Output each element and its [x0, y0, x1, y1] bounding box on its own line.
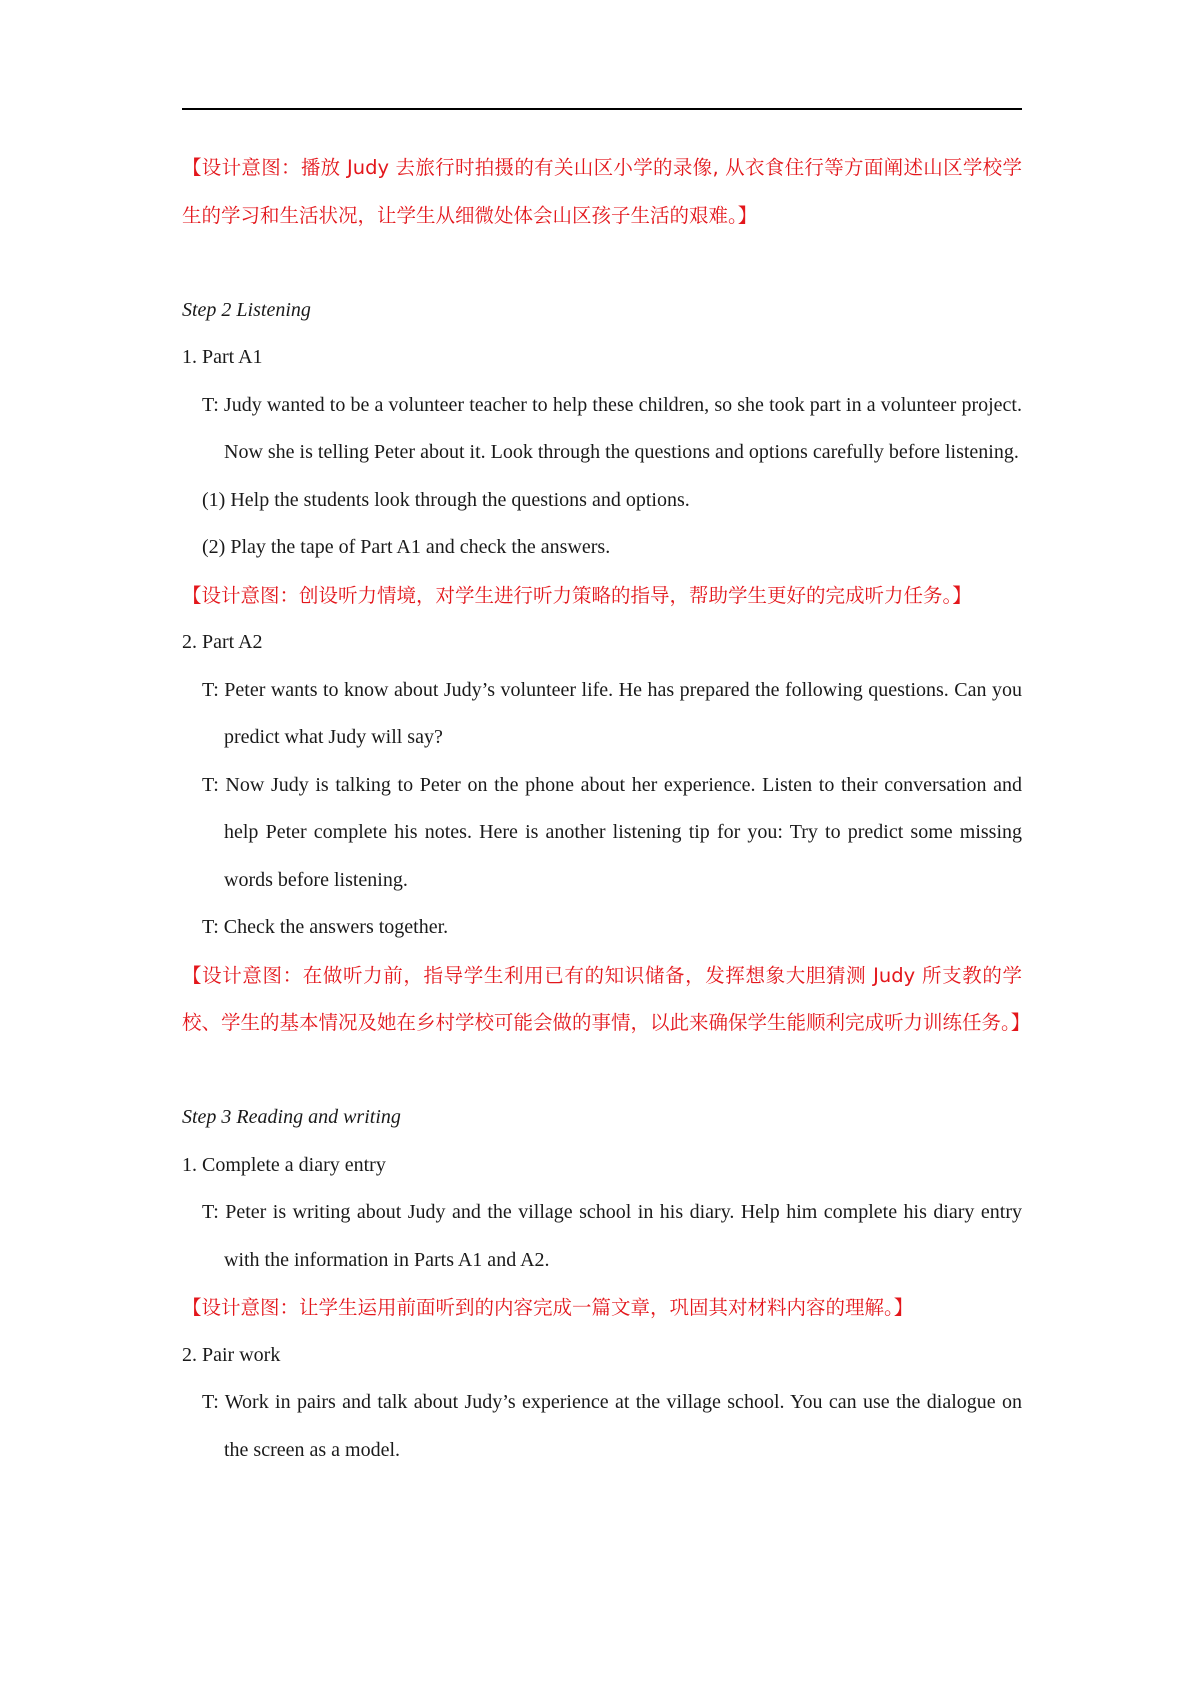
- design-intent-note: 【设计意图：创设听力情境，对学生进行听力策略的指导，帮助学生更好的完成听力任务。】: [182, 583, 972, 607]
- step-heading: Step 3 Reading and writing: [182, 1106, 401, 1128]
- teacher-instruction: T: Check the answers together.: [202, 916, 449, 938]
- header-rule: [182, 108, 1022, 110]
- procedure-item: (1) Help the students look through the questions and options.: [202, 488, 690, 511]
- design-intent-note: 【设计意图：播放 Judy 去旅行时拍摄的有关山区小学的录像, 从衣食住行等方面阐述山区学校学生的学习和生活状况，让学生从细微处体会山区孩子生活的艰难。】: [182, 156, 1022, 227]
- document-body: [182, 144, 1031, 1474]
- design-intent-note: 【设计意图：在做听力前，指导学生利用已有的知识储备，发挥想象大胆猜测 Judy 所支教的学校、学生的基本情况及她在乡村学校可能会做的事情，以此来确保学生能顺利完成听力训练任务。】: [182, 963, 1031, 1034]
- step-heading: Step 2 Listening: [182, 298, 311, 321]
- teacher-instruction: T: Peter is writing about Judy and the village school in his diary. Help him complete his diary entry with the information in Parts A1 and A2.: [202, 1201, 1022, 1271]
- teacher-instruction: T: Judy wanted to be a volunteer teacher to help these children, so she took part in a volunteer project. Now she is telling Peter about it. Look through the questions and options carefully before listening.: [202, 393, 1022, 463]
- part-heading: 1. Complete a diary entry: [182, 1153, 386, 1176]
- part-heading: 2. Pair work: [182, 1343, 281, 1366]
- teacher-instruction: T: Peter wants to know about Judy’s volunteer life. He has prepared the following questions. Can you predict what Judy will say?: [202, 678, 1022, 748]
- part-heading: 1. Part A1: [182, 346, 263, 368]
- design-intent-note: 【设计意图：让学生运用前面听到的内容完成一篇文章，巩固其对材料内容的理解。】: [182, 1296, 914, 1319]
- teacher-instruction: T: Now Judy is talking to Peter on the phone about her experience. Listen to their conversation and help Peter complete his notes. Here is another listening tip for you: Try to predict some missing words before listening.: [202, 773, 1022, 891]
- procedure-item: (2) Play the tape of Part A1 and check the answers.: [202, 536, 611, 558]
- blank-line: [182, 1047, 1022, 1095]
- part-heading: 2. Part A2: [182, 631, 263, 653]
- teacher-instruction: T: Work in pairs and talk about Judy’s experience at the village school. You can use the dialogue on the screen as a model.: [202, 1391, 1022, 1461]
- blank-line: [182, 239, 1022, 287]
